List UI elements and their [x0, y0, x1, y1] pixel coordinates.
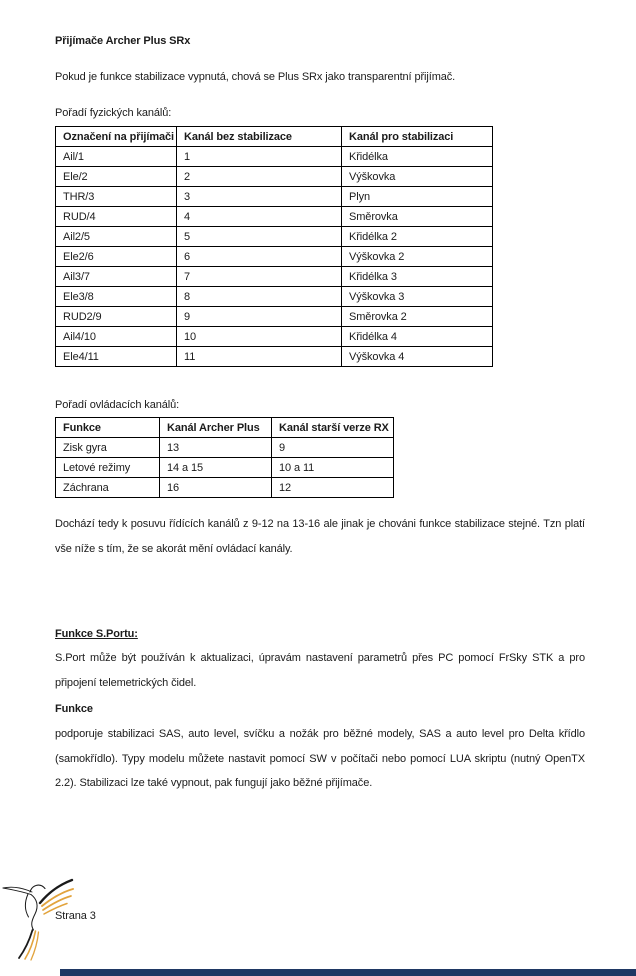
table-row — [56, 167, 493, 187]
page-title: Přijímače Archer Plus SRx — [55, 35, 191, 47]
sport-section-heading: Funkce S.Portu: — [55, 628, 138, 640]
table-cell: Plyn — [342, 187, 493, 207]
table-cell: 11 — [177, 347, 342, 367]
table-header-cell: Označení na přijímači — [56, 127, 177, 147]
table-cell: Záchrana — [56, 478, 160, 498]
table-cell: Ele3/8 — [56, 287, 177, 307]
table-row — [56, 247, 493, 267]
intro-paragraph: Pokud je funkce stabilizace vypnutá, chová se Plus SRx jako transparentní přijímač. — [55, 71, 456, 83]
table-cell: RUD/4 — [56, 207, 177, 227]
table-cell: Ele/2 — [56, 167, 177, 187]
table-cell: 10 — [177, 327, 342, 347]
table-header-cell: Kanál starší verze RX — [272, 418, 394, 438]
table-header-cell: Funkce — [56, 418, 160, 438]
table-cell: 2 — [177, 167, 342, 187]
table-cell: Výškovka 4 — [342, 347, 493, 367]
physical-channels-table — [55, 126, 493, 367]
control-channels-label: Pořadí ovládacích kanálů: — [55, 399, 180, 411]
table-row — [56, 438, 394, 458]
table-row — [56, 478, 394, 498]
sport-section-paragraph: S.Port může být používán k aktualizaci, úpravám nastavení parametrů přes PC pomocí FrSky STK a pro připojení telemetrických čidel. — [55, 652, 585, 689]
table-row — [56, 307, 493, 327]
table-header-row — [56, 127, 493, 147]
table-cell: THR/3 — [56, 187, 177, 207]
table-cell: Křidélka — [342, 147, 493, 167]
table-cell: Ail2/5 — [56, 227, 177, 247]
table-row — [56, 147, 493, 167]
table-cell: Ail3/7 — [56, 267, 177, 287]
table-cell: 9 — [272, 438, 394, 458]
table-cell: 10 a 11 — [272, 458, 394, 478]
table-cell: 16 — [160, 478, 272, 498]
table-cell: Směrovka 2 — [342, 307, 493, 327]
footer-bar — [60, 969, 636, 976]
table-cell: 13 — [160, 438, 272, 458]
table-cell: Výškovka 2 — [342, 247, 493, 267]
table-cell: Křidélka 3 — [342, 267, 493, 287]
table-cell: Výškovka — [342, 167, 493, 187]
table-cell: 5 — [177, 227, 342, 247]
table-header-cell: Kanál bez stabilizace — [177, 127, 342, 147]
table-cell: Ele2/6 — [56, 247, 177, 267]
table-cell: Letové režimy — [56, 458, 160, 478]
table-cell: Ele4/11 — [56, 347, 177, 367]
table-cell: Směrovka — [342, 207, 493, 227]
table-cell: 1 — [177, 147, 342, 167]
table-cell: RUD2/9 — [56, 307, 177, 327]
table-row — [56, 267, 493, 287]
table-row — [56, 287, 493, 307]
table-cell: Ail/1 — [56, 147, 177, 167]
functions-section-paragraph: podporuje stabilizaci SAS, auto level, svíčku a nožák pro běžné modely, SAS a auto level pro Delta křídlo (samokřídlo). Typy modelu můžete nastavit pomocí SW v počítači nebo pomocí LUA skriptu (nutný OpenTX 2.2). Stabilizaci lze také vypnout, pak fungují jako běžné přijímače. — [55, 728, 585, 789]
table-cell: 12 — [272, 478, 394, 498]
table-row — [56, 458, 394, 478]
table-cell: Ail4/10 — [56, 327, 177, 347]
table-cell: 3 — [177, 187, 342, 207]
table-cell: 7 — [177, 267, 342, 287]
table-cell: 14 a 15 — [160, 458, 272, 478]
table-row — [56, 187, 493, 207]
table-cell: 6 — [177, 247, 342, 267]
control-channels-table — [55, 417, 394, 498]
table-row — [56, 347, 493, 367]
table-cell: 8 — [177, 287, 342, 307]
table-header-cell: Kanál pro stabilizaci — [342, 127, 493, 147]
table-header-cell: Kanál Archer Plus — [160, 418, 272, 438]
table-cell: 4 — [177, 207, 342, 227]
table-cell: 9 — [177, 307, 342, 327]
table-cell: Křidélka 2 — [342, 227, 493, 247]
shift-note-paragraph: Dochází tedy k posuvu řídících kanálů z 9-12 na 13-16 ale jinak je chováni funkce stabilizace stejné. Tzn platí vše níže s tím, že se akorát mění ovládací kanály. — [55, 518, 585, 555]
table-cell: Zisk gyra — [56, 438, 160, 458]
table-row — [56, 207, 493, 227]
table-cell: Křidélka 4 — [342, 327, 493, 347]
table-cell: Výškovka 3 — [342, 287, 493, 307]
table-row — [56, 327, 493, 347]
functions-section-heading: Funkce — [55, 703, 93, 715]
page-number: Strana 3 — [55, 910, 96, 922]
table-row — [56, 227, 493, 247]
table-header-row — [56, 418, 394, 438]
physical-channels-label: Pořadí fyzických kanálů: — [55, 107, 172, 119]
